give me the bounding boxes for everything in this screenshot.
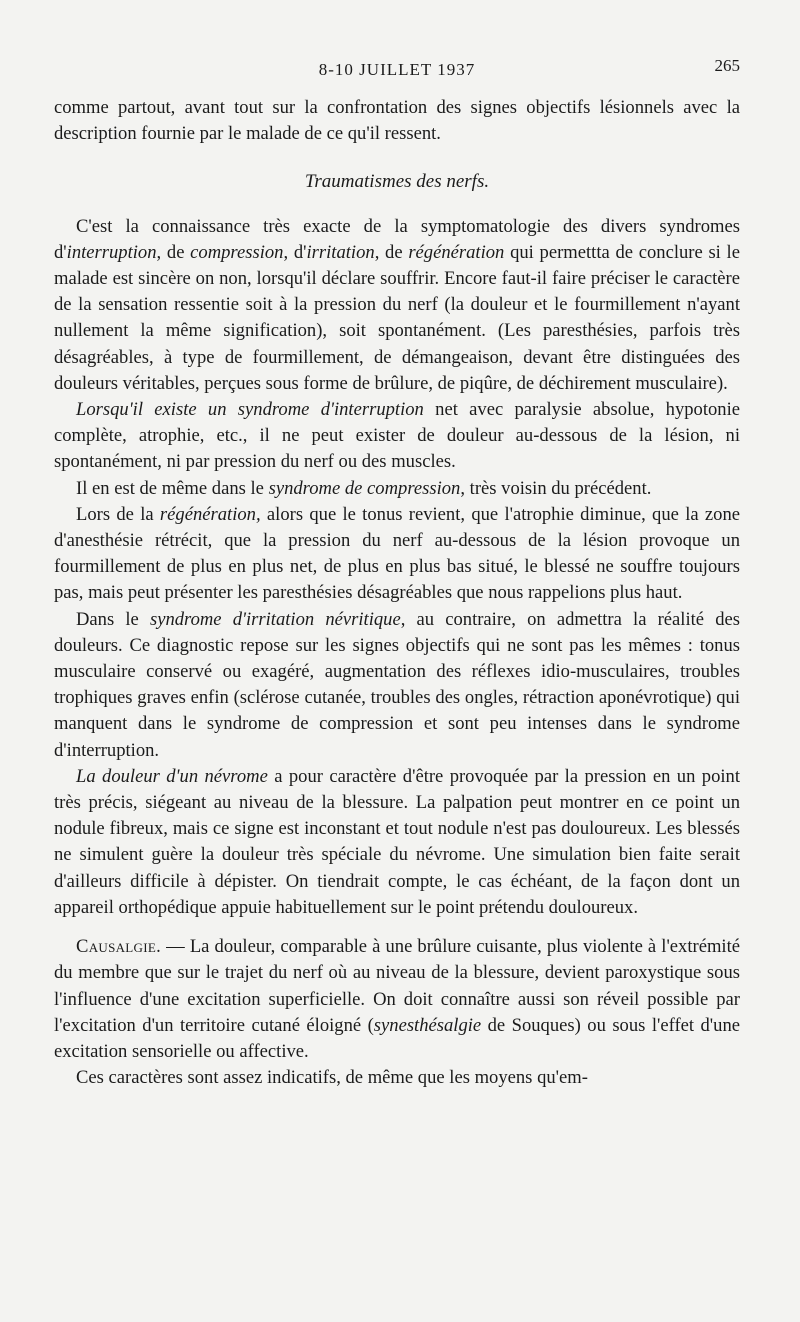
paragraph-3 <box>54 476 740 502</box>
paragraph-8: Ces caractères sont assez indicatifs, de même que les moyens qu'em- <box>76 1067 588 1089</box>
p1-term-interruption: interruption <box>66 241 157 263</box>
paragraph-1 <box>54 214 740 397</box>
running-title: 8-10 JUILLET 1937 <box>318 60 476 79</box>
p6-italic: La douleur d'un névrome <box>76 765 268 787</box>
p1-text-4: , de <box>374 241 409 263</box>
p2-italic: Lorsqu'il existe un syndrome d'interruption <box>76 399 424 421</box>
p1-text-5: qui permettta de conclure si le malade est sincère on non, lorsqu'il déclare souffrir. Encore faut-il faire préciser le caractère de la sensation ressentie soit à la pression du nerf (la douleur et le fourmillement n'ayant nullement la même signification), soit spontanément. (Les paresthésies, parfois très désagréables, à type de fourmillement, de démangeaison, devant être distinguées des douleurs véritables, perçues sous forme de brûlure, de piqûre, de déchirement musculaire). <box>54 241 740 394</box>
p1-term-irritation: irritation <box>306 241 375 263</box>
p4-text-1: Lors de la <box>76 503 160 525</box>
p4-italic: régénération, <box>159 503 261 525</box>
p1-text-1: C'est la connaissance très exacte de la symptomatologie des divers syndromes d' <box>54 215 740 263</box>
paragraph-2 <box>54 397 740 476</box>
p5-text-2: , au contraire, on admettra la réalité des douleurs. Ce diagnostic repose sur les signes objectifs qui ne sont pas les mêmes : tonus musculaire conservé ou exagéré, augmentation des réflexes idio-musculaires, troubles trophiques graves enfin (sclérose cutanée, troubles des ongles, rétraction aponévrotique) qui manquent dans le syndrome de compression et sont peu intenses dans le syndrome d'interruption. <box>54 608 740 761</box>
paragraph-7 <box>54 934 740 1065</box>
p3-italic: syndrome de compression <box>268 477 461 499</box>
p7-italic: synesthésalgie <box>373 1014 482 1036</box>
running-head <box>54 56 740 84</box>
p6-text: a pour caractère d'être provoquée par la pression en un point très précis, siégeant au niveau de la blessure. La palpation peut montrer en ce point un nodule fibreux, mais ce signe est inconstant et tout nodule n'est pas douloureux. Les blessés ne simulent guère la douleur très spéciale du névrome. Une simulation bien faite serait d'ailleurs difficile à dépister. On tiendrait compte, le cas échéant, de la façon dont un appareil orthopédique appuie habituellement sur le point prétendu douloureux. <box>54 765 740 918</box>
p1-term-compression: compression <box>190 241 284 263</box>
paragraph-4 <box>54 502 740 607</box>
p7-heading-causalgie: Causalgie. <box>76 936 162 958</box>
p5-text-1: Dans le <box>76 608 150 630</box>
paragraph-gap <box>54 921 740 934</box>
p4-text-2: alors que le tonus revient, que l'atrophie diminue, que la zone d'anesthésie rétrécit, que la pression du nerf au-dessous de la lésion provoque un fourmillement de plus en plus net, de plus en plus bas situé, le blessé ne souffre toujours pas, mais peut présenter les paresthésies désagréables que nous rappelions plus haut. <box>54 503 740 604</box>
p7-text-1: — La douleur, comparable à une brûlure cuisante, plus violente à l'extrémité du membre que sur le trajet du nerf où au niveau de la blessure, devient paroxystique sous l'influence d'une excitation superficielle. On doit connaître aussi son réveil possible par l'excitation d'un territoire cutané éloigné ( <box>54 936 740 1036</box>
paragraph-6 <box>54 764 740 921</box>
body-text <box>54 95 740 1091</box>
p3-text-2: , très voisin du précédent. <box>460 477 652 499</box>
p3-text-1: Il en est de même dans le <box>76 477 269 499</box>
p1-term-regeneration: régénération <box>408 241 505 263</box>
p1-text-2: , de <box>156 241 191 263</box>
p5-italic: syndrome d'irritation névritique <box>149 608 401 630</box>
section-title: Traumatismes des nerfs. <box>304 171 490 193</box>
p2-text: net avec paralysie absolue, hypotonie complète, atrophie, etc., il ne peut exister de douleur au-dessous de la lésion, ni spontanément, ni par pression du nerf ou des muscles. <box>54 399 741 473</box>
p1-text-3: , d' <box>283 241 307 263</box>
p7-text-2: de Souques) ou sous l'effet d'une excitation sensorielle ou affective. <box>54 1014 740 1062</box>
paragraph-intro: comme partout, avant tout sur la confrontation des signes objectifs lésionnels avec la description fournie par le malade de ce qu'il ressent. <box>54 97 740 145</box>
page-number: 265 <box>714 56 740 75</box>
paragraph-5 <box>54 607 740 764</box>
